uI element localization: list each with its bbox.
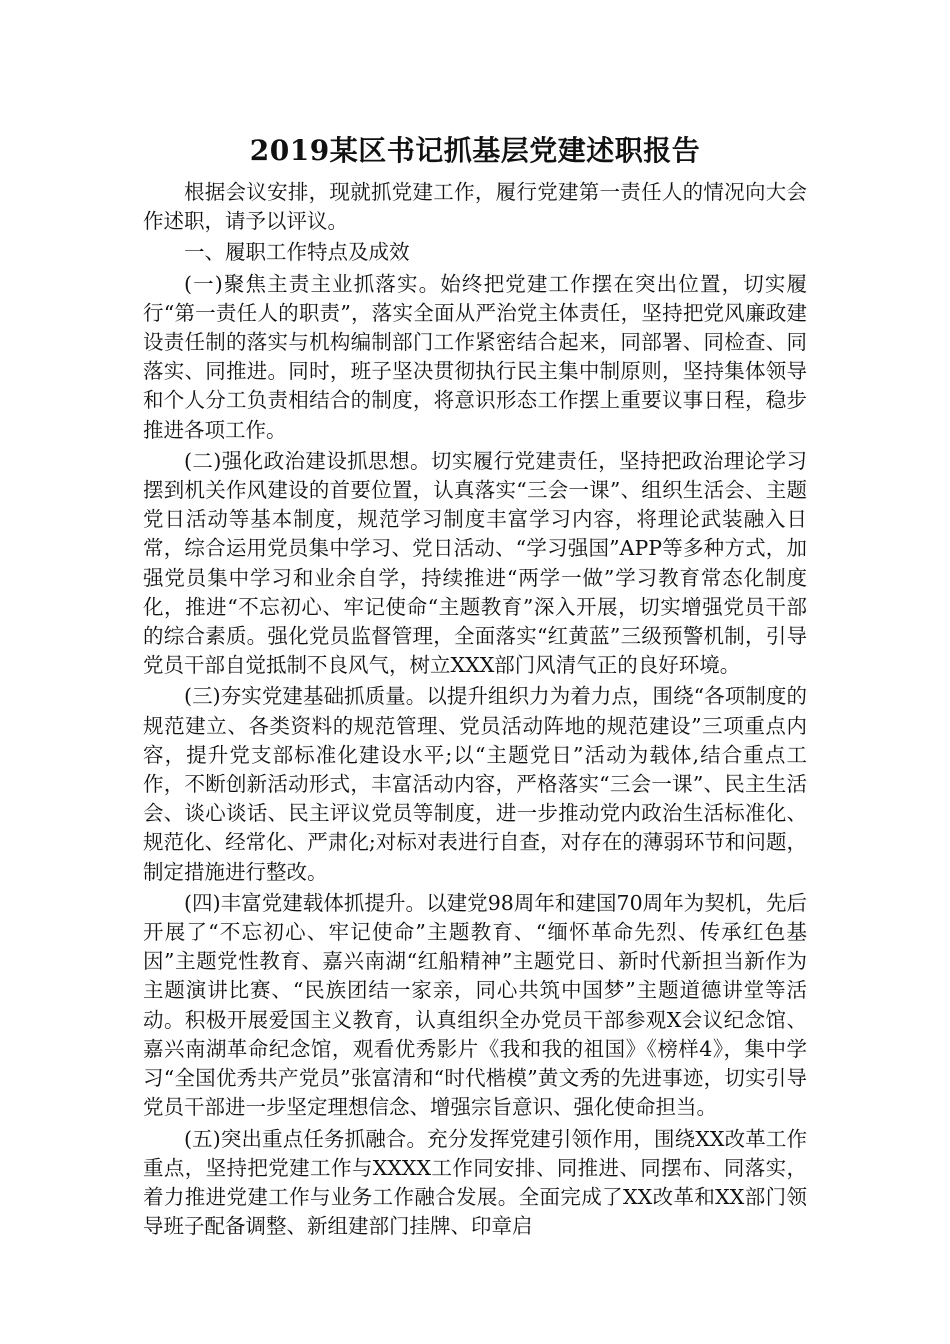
paragraph-3: (三)夯实党建基础抓质量。以提升组织力为着力点，围绕“各项制度的规范建立、各类资料的规范管理、党员活动阵地的规范建设”三项重点内容，提升党支部标准化建设水平;以“主题党日”活动为载体,结合重点工作，不断创新活动形式，丰富活动内容，严格落实“三会一课”、民主生活会、谈心谈话、民主评议党员等制度，进一步推动党内政治生活标准化、规范化、经常化、严肃化;对标对表进行自查，对存在的薄弱环节和问题，制定措施进行整改。 [143,684,807,884]
document-body [143,178,807,1243]
paragraph-4: (四)丰富党建载体抓提升。以建党98周年和建国70周年为契机，先后开展了“不忘初心、牢记使命”主题教育、“缅怀革命先烈、传承红色基因”主题党性教育、嘉兴南湖“红船精神”主题党日、新时代新担当新作为主题演讲比赛、“民族团结一家亲，同心共筑中国梦”主题道德讲堂等活动。积极开展爱国主义教育，认真组织全办党员干部参观X会议纪念馆、嘉兴南湖革命纪念馆，观看优秀影片《我和我的祖国》《榜样4》，集中学习“全国优秀共产党员”张富清和“时代楷模”黄文秀的先进事迹，切实引导党员干部进一步坚定理想信念、增强宗旨意识、强化使命担当。 [143,890,807,1120]
document-title: 2019某区书记抓基层党建述职报告 [249,134,701,167]
paragraph-2: (二)强化政治建设抓思想。切实履行党建责任，坚持把政治理论学习摆到机关作风建设的首要位置，认真落实“三会一课”、组织生活会、主题党日活动等基本制度，规范学习制度丰富学习内容，将理论武装融入日常，综合运用党员集中学习、党日活动、“学习强国”APP等多种方式，加强党员集中学习和业余自学，持续推进“两学一做”学习教育常态化制度化，推进“不忘初心、牢记使命“主题教育”深入开展，切实增强党员干部的综合素质。强化党员监督管理，全面落实“红黄蓝”三级预警机制，引导党员干部自觉抵制不良风气，树立XXX部门风清气正的良好环境。 [143,448,807,678]
paragraph-5: (五)突出重点任务抓融合。充分发挥党建引领作用，围绕XX改革工作重点，坚持把党建工作与XXXX工作同安排、同推进、同摆布、同落实，着力推进党建工作与业务工作融合发展。全面完成了XX改革和XX部门领导班子配备调整、新组建部门挂牌、印章启 [143,1126,807,1239]
section-heading: 一、履职工作特点及成效 [184,240,410,265]
intro-paragraph: 根据会议安排，现就抓党建工作，履行党建第一责任人的情况向大会作述职，请予以评议。 [143,180,807,234]
paragraph-1: (一)聚焦主责主业抓落实。始终把党建工作摆在突出位置，切实履行“第一责任人的职责”，落实全面从严治党主体责任，坚持把党风廉政建设责任制的落实与机构编制部门工作紧密结合起来，同部署、同检查、同落实、同推进。同时，班子坚决贯彻执行民主集中制原则，坚持集体领导和个人分工负责相结合的制度，将意识形态工作摆上重要议事日程，稳步推进各项工作。 [143,271,807,442]
